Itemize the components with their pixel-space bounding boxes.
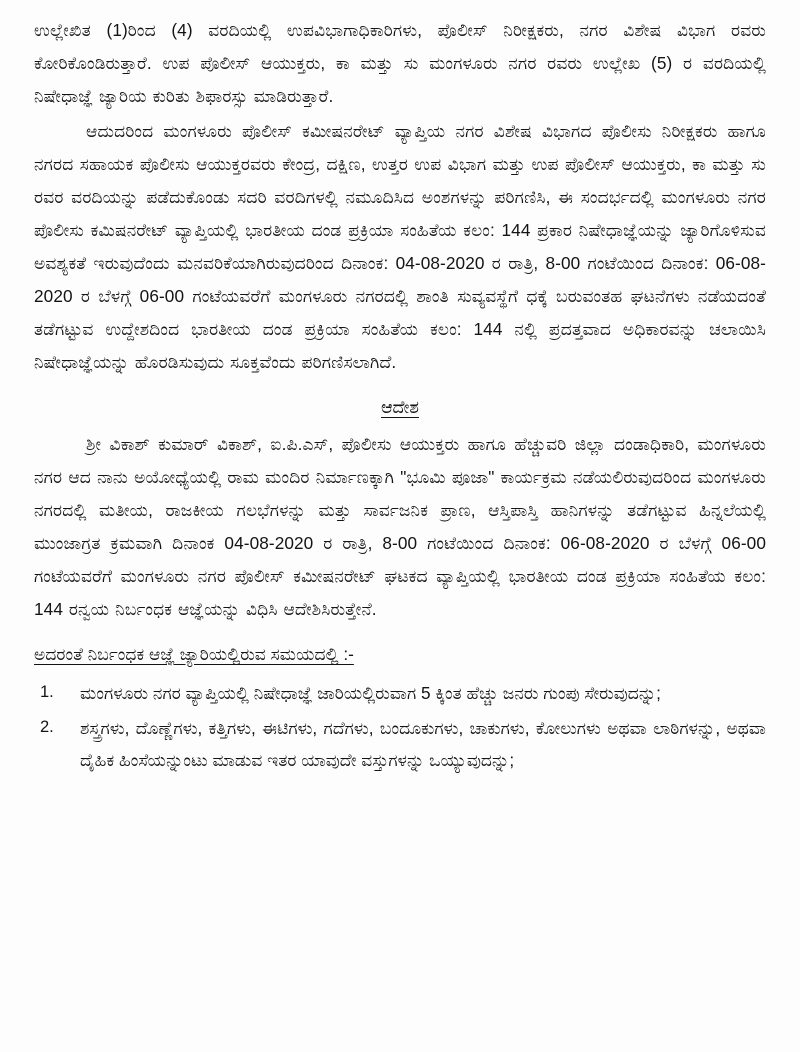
restriction-label-wrap — [34, 628, 766, 677]
paragraph-order: ಶ್ರೀ ವಿಕಾಶ್ ಕುಮಾರ್ ವಿಕಾಶ್, ಐ.ಪಿ.ಎಸ್, ಪೊಲೀಸು ಆಯುಕ್ತರು ಹಾಗೂ ಹೆಚ್ಚುವರಿ ಜಿಲ್ಲಾ ದಂಡಾಧಿಕಾರಿ, ಮಂಗಳೂರು ನಗರ ಆದ ನಾನು ಅಯೋಧ್ಯೆಯಲ್ಲಿ ರಾಮ ಮಂದಿರ ನಿರ್ಮಾಣಕ್ಕಾಗಿ "ಭೂಮಿ ಪೂಜಾ" ಕಾರ್ಯಕ್ರಮ ನಡೆಯಲಿರುವುದರಿಂದ ಮಂಗಳೂರು ನಗರದಲ್ಲಿ ಮತೀಯ, ರಾಜಕೀಯ ಗಲಭೆಗಳನ್ನು ಮತ್ತು ಸಾರ್ವಜನಿಕ ಪ್ರಾಣ, ಆಸ್ತಿಪಾಸ್ತಿ ಹಾನಿಗಳನ್ನು ತಡೆಗಟ್ಟುವ ಹಿನ್ನಲೆಯಲ್ಲಿ ಮುಂಜಾಗ್ರತ ಕ್ರಮವಾಗಿ ದಿನಾಂಕ 04-08-2020 ರ ರಾತ್ರಿ, 8-00 ಗಂಟೆಯಿಂದ ದಿನಾಂಕ: 06-08-2020 ರ ಬೆಳಗ್ಗೆ 06-00 ಗಂಟೆಯವರೆಗೆ ಮಂಗಳೂರು ನಗರ ಪೊಲೀಸ್ ಕಮೀಷನರೇಟ್ ಘಟಕದ ವ್ಯಾಪ್ತಿಯಲ್ಲಿ ಭಾರತೀಯ ದಂಡ ಪ್ರಕ್ರಿಯಾ ಸಂಹಿತೆಯ ಕಲಂ: 144 ರನ್ವಯ ನಿರ್ಬಂಧಕ ಆಜ್ಞೆಯನ್ನು ವಿಧಿಸಿ ಆದೇಶಿಸಿರುತ್ತೇನೆ. — [34, 434, 766, 620]
list-item-number: 1. — [40, 682, 54, 701]
restriction-list — [34, 677, 766, 777]
restriction-label: ಅದರಂತೆ ನಿರ್ಬಂಧಕ ಆಜ್ಞೆ ಜ್ಯಾರಿಯಲ್ಲಿರುವ ಸಮಯದಲ್ಲಿ :- — [34, 644, 354, 665]
list-item-text: ಮಂಗಳೂರು ನಗರ ವ್ಯಾಪ್ತಿಯಲ್ಲಿ ನಿಷೇಧಾಜ್ಞೆ ಜಾರಿಯಲ್ಲಿರುವಾಗ 5 ಕ್ಕಿಂತ ಹೆಚ್ಚು ಜನರು ಗುಂಪು ಸೇರುವುದನ್ನು; — [80, 682, 661, 703]
list-item — [34, 712, 766, 777]
paragraph-2: ಆದುದರಿಂದ ಮಂಗಳೂರು ಪೊಲೀಸ್ ಕಮೀಷನರೇಟ್ ವ್ಯಾಪ್ತಿಯ ನಗರ ವಿಶೇಷ ವಿಭಾಗದ ಪೊಲೀಸು ನಿರೀಕ್ಷಕರು ಹಾಗೂ ನಗರದ ಸಹಾಯಕ ಪೊಲೀಸು ಆಯುಕ್ತರವರು ಕೇಂದ್ರ, ದಕ್ಷಿಣ, ಉತ್ತರ ಉಪ ವಿಭಾಗ ಮತ್ತು ಉಪ ಪೊಲೀಸ್ ಆಯುಕ್ತರು, ಕಾ ಮತ್ತು ಸು ರವರ ವರದಿಯನ್ನು ಪಡೆದುಕೊಂಡು ಸದರಿ ವರದಿಗಳಲ್ಲಿ ನಮೂದಿಸಿದ ಅಂಶಗಳನ್ನು ಪರಿಗಣಿಸಿ, ಈ ಸಂದರ್ಭದಲ್ಲಿ ಮಂಗಳೂರು ನಗರ ಪೊಲೀಸು ಕಮಿಷನರೇಟ್ ವ್ಯಾಪ್ತಿಯಲ್ಲಿ ಭಾರತೀಯ ದಂಡ ಪ್ರಕ್ರಿಯಾ ಸಂಹಿತೆಯ ಕಲಂ: 144 ಪ್ರಕಾರ ನಿಷೇಧಾಜ್ಞೆಯನ್ನು ಜ್ಯಾರಿಗೊಳಿಸುವ ಅವಶ್ಯಕತೆ ಇರುವುದೆಂದು ಮನವರಿಕೆಯಾಗಿರುವುದರಿಂದ ದಿನಾಂಕ: 04-08-2020 ರ ರಾತ್ರಿ, 8-00 ಗಂಟೆಯಿಂದ ದಿನಾಂಕ: 06-08-2020 ರ ಬೆಳಗ್ಗೆ 06-00 ಗಂಟೆಯವರೆಗೆ ಮಂಗಳೂರು ನಗರದಲ್ಲಿ ಶಾಂತಿ ಸುವ್ಯವಸ್ಥೆಗೆ ಧಕ್ಕೆ ಬರುವಂತಹ ಘಟನೆಗಳು ನಡೆಯದಂತೆ ತಡೆಗಟ್ಟುವ ಉದ್ದೇಶದಿಂದ ಭಾರತೀಯ ದಂಡ ಪ್ರಕ್ರಿಯಾ ಸಂಹಿತೆಯ ಕಲಂ: 144 ನಲ್ಲಿ ಪ್ರದತ್ತವಾದ ಅಧಿಕಾರವನ್ನು ಚಲಾಯಿಸಿ ನಿಷೇಧಾಜ್ಞೆಯನ್ನು ಹೊರಡಿಸುವುದು ಸೂಕ್ತವೆಂದು ಪರಿಗಣಿಸಲಾಗಿದೆ. — [34, 121, 766, 373]
list-item — [34, 677, 766, 710]
list-item-number: 2. — [40, 717, 54, 736]
order-heading: ಆದೇಶ — [381, 397, 419, 418]
list-item-text: ಶಸ್ತ್ರಗಳು, ದೊಣ್ಣೆಗಳು, ಕತ್ತಿಗಳು, ಈಟಿಗಳು, ಗದೆಗಳು, ಬಂದೂಕುಗಳು, ಚಾಕುಗಳು, ಕೋಲುಗಳು ಅಥವಾ ಲಾಠಿಗಳನ್ನು, ಅಥವಾ ದೈಹಿಕ ಹಿಂಸೆಯನ್ನುಂಟು ಮಾಡುವ ಇತರ ಯಾವುದೇ ವಸ್ತುಗಳನ್ನು ಒಯ್ಯುವುದನ್ನು; — [80, 717, 766, 771]
order-heading-wrap — [34, 397, 766, 418]
paragraph-1: ಉಲ್ಲೇಖಿತ (1)ರಿಂದ (4) ವರದಿಯಲ್ಲಿ ಉಪವಿಭಾಗಾಧಿಕಾರಿಗಳು, ಪೊಲೀಸ್ ನಿರೀಕ್ಷಕರು, ನಗರ ವಿಶೇಷ ವಿಭಾಗ ರವರು ಕೋರಿಕೊಂಡಿರುತ್ತಾರೆ. ಉಪ ಪೊಲೀಸ್ ಆಯುಕ್ತರು, ಕಾ ಮತ್ತು ಸು ಮಂಗಳೂರು ನಗರ ರವರು ಉಲ್ಲೇಖ (5) ರ ವರದಿಯಲ್ಲಿ ನಿಷೇಧಾಜ್ಞೆ ಜ್ಯಾರಿಯ ಕುರಿತು ಶಿಫಾರಸ್ಸು ಮಾಡಿರುತ್ತಾರೆ. — [34, 20, 766, 107]
